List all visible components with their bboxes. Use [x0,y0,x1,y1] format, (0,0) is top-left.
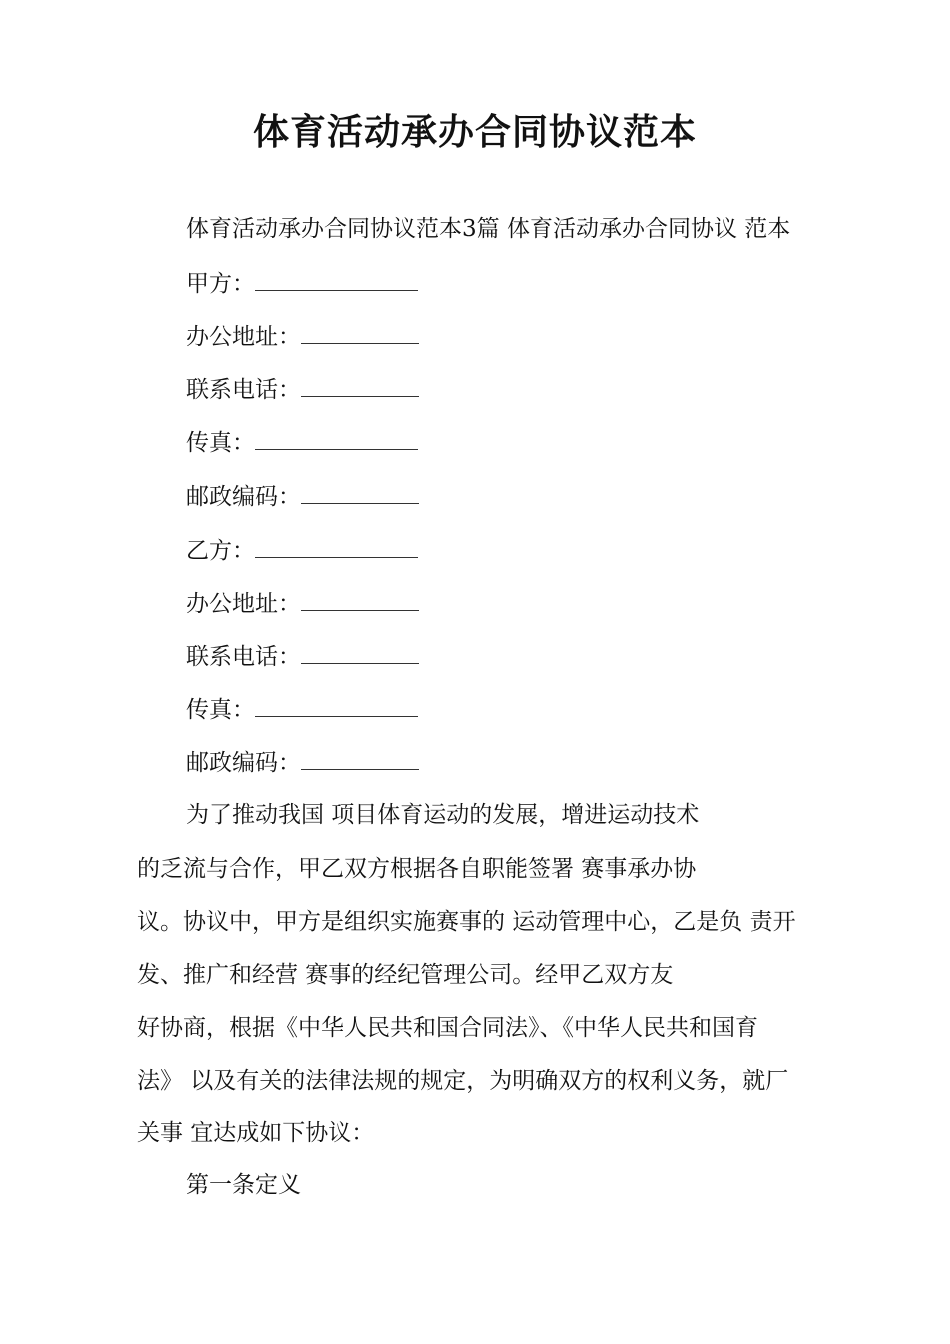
body-line-6: 法》 以及有关的法律法规的规定，为明确双方的权利义务，就厂 [137,1068,789,1094]
party-b-postcode-label: 邮政编码： [186,750,301,776]
party-b-postcode-blank [301,747,419,770]
party-b-address-blank [301,588,419,611]
party-b-phone-field [186,641,419,672]
party-a-fax-blank [255,427,418,450]
intro-line: 体育活动承办合同协议范本3篇 体育活动承办合同协议 范本 [186,216,791,242]
party-a-address-field [186,321,419,352]
body-line-3: 议。协议中，甲方是组织实施赛事的 运动管理中心，乙是负 责开 [137,909,796,935]
party-b-name-label: 乙方： [186,538,255,564]
party-b-phone-label: 联系电话： [186,644,301,670]
body-line-4: 发、推广和经营 赛事的经纪管理公司。经甲乙双方友 [137,962,674,988]
body-line-7: 关事 宜达成如下协议： [137,1120,375,1146]
party-b-address-field [186,588,419,619]
party-a-address-blank [301,321,419,344]
party-b-phone-blank [301,641,419,664]
party-b-fax-blank [255,694,418,717]
party-a-postcode-field [186,481,419,512]
party-b-name-blank [255,535,418,558]
party-a-name-blank [255,268,418,291]
party-a-postcode-label: 邮政编码： [186,484,301,510]
party-a-fax-field [186,427,418,458]
party-a-phone-label: 联系电话： [186,377,301,403]
body-line-1: 为了推动我国 项目体育运动的发展，增进运动技术 [186,802,700,828]
party-b-postcode-field [186,747,419,778]
party-b-fax-label: 传真： [186,697,255,723]
party-a-phone-field [186,374,419,405]
party-b-address-label: 办公地址： [186,591,301,617]
party-a-name-field [186,268,418,299]
party-a-address-label: 办公地址： [186,324,301,350]
document-title: 体育活动承办合同协议范本 [252,112,697,153]
party-a-fax-label: 传真： [186,430,255,456]
party-a-name-label: 甲方： [186,271,255,297]
body-line-5: 好协商，根据《中华人民共和国合同法》、《中华人民共和国育 [137,1015,758,1041]
party-a-phone-blank [301,374,419,397]
article-1-heading: 第一条定义 [186,1172,301,1198]
body-line-2: 的乏流与合作，甲乙双方根据各自职能签署 赛事承办协 [137,856,697,882]
party-b-fax-field [186,694,418,725]
party-b-name-field [186,535,418,566]
party-a-postcode-blank [301,481,419,504]
